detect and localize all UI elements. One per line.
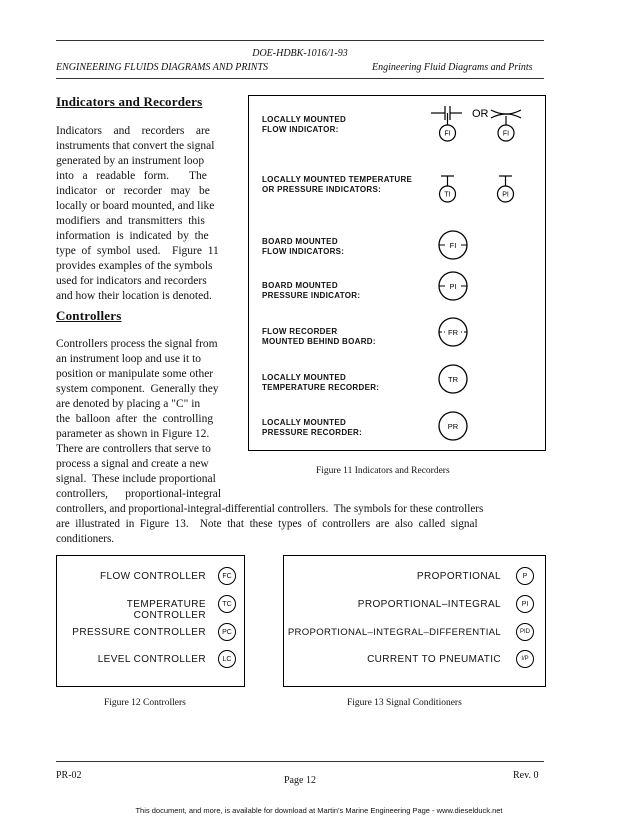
flow-controller-icon: FC: [218, 567, 236, 585]
para-line: parameter as shown in Figure 12.: [56, 428, 210, 440]
header-left-title: ENGINEERING FLUIDS DIAGRAMS AND PRINTS: [56, 62, 269, 73]
fig12-label-temperature: TEMPERATURE CONTROLLER: [126, 599, 206, 621]
para-line: Indicators and recorders are: [56, 125, 210, 137]
fig13-label-current-to-pneumatic: CURRENT TO PNEUMATIC: [367, 654, 501, 665]
pid-icon: PID: [516, 623, 534, 641]
bubble-text: FR: [448, 328, 458, 337]
temperature-controller-icon: TC: [218, 595, 236, 613]
label-line: LOCALLY MOUNTED TEMPERATURE: [262, 175, 413, 184]
para-line: system component. Generally they: [56, 383, 219, 395]
label-line: OR PRESSURE INDICATORS:: [262, 185, 382, 194]
label-line: BOARD MOUNTED: [262, 281, 338, 290]
figure11-caption: Figure 11 Indicators and Recorders: [316, 466, 450, 476]
para-line: an instrument loop and use it to: [56, 353, 202, 365]
para-line: used for indicators and recorders: [56, 275, 207, 287]
para-line: generated by an instrument loop: [56, 155, 205, 167]
para-line: and how their location is denoted.: [56, 290, 212, 302]
level-controller-icon: LC: [218, 650, 236, 668]
fig13-label-proportional-integral: PROPORTIONAL–INTEGRAL: [357, 599, 501, 610]
para-line: Controllers process the signal from: [56, 338, 218, 350]
label-line: PRESSURE INDICATOR:: [262, 291, 361, 300]
label-line: FLOW INDICATOR:: [262, 125, 339, 134]
para-line: the balloon after the controlling: [56, 413, 214, 425]
bubble-text: PI: [502, 191, 509, 199]
para-line: process a signal and create a new: [56, 458, 209, 470]
figure12-caption: Figure 12 Controllers: [104, 698, 186, 708]
para-line: information is indicated by the: [56, 230, 209, 242]
para-line: are denoted by placing a "C" in: [56, 398, 201, 410]
label-line: LOCALLY MOUNTED: [262, 373, 347, 382]
controllers-heading: Controllers: [56, 308, 122, 323]
temperature-indicator-symbol: [440, 176, 456, 202]
para-line: provides examples of the symbols: [56, 260, 213, 272]
proportional-integral-icon: PI: [516, 595, 534, 613]
pressure-indicator-symbol: [498, 176, 514, 202]
bubble-text: TR: [448, 375, 458, 384]
label-line: MOUNTED BEHIND BOARD:: [262, 337, 376, 346]
label-line: TEMPERATURE RECORDER:: [262, 383, 380, 392]
controllers-paragraph: [56, 337, 233, 502]
para-line: are illustrated in Figure 13. Note that these types of controllers are also called signal: [56, 518, 478, 530]
fig13-label-pid: PROPORTIONAL–INTEGRAL–DIFFERENTIAL: [287, 627, 501, 638]
para-line: type of symbol used. Figure 11: [56, 245, 219, 257]
para-line: modifiers and transmitters this: [56, 215, 205, 227]
flow-recorder-symbol: [439, 318, 467, 346]
bubble-text: PI: [449, 282, 457, 291]
proportional-icon: P: [516, 567, 534, 585]
figure11-symbols: [248, 95, 544, 449]
fig12-label-level: LEVEL CONTROLLER: [97, 654, 206, 665]
board-flow-indicator-symbol: [439, 231, 467, 259]
para-line: into a readable form. The: [56, 170, 207, 182]
label-line: LOCALLY MOUNTED: [262, 418, 347, 427]
controllers-paragraph-full: [56, 502, 544, 547]
fig13-label-proportional: PROPORTIONAL: [416, 571, 501, 582]
label-line: PRESSURE RECORDER:: [262, 428, 363, 437]
para-line: locally or board mounted, and like: [56, 200, 215, 212]
para-line: controllers, and proportional-integral-differential controllers. The symbols for these controllers: [56, 503, 484, 515]
board-pressure-indicator-symbol: [439, 272, 467, 300]
figure13-caption: Figure 13 Signal Conditioners: [347, 698, 462, 708]
para-line: position or manipulate some other: [56, 368, 214, 380]
para-line: There are controllers that serve to: [56, 443, 211, 455]
para-line: controllers, proportional-integral: [56, 488, 222, 500]
label-line: LOCALLY MOUNTED: [262, 115, 347, 124]
fig12-label-pressure: PRESSURE CONTROLLER: [72, 627, 206, 638]
header-bottom-rule: [56, 78, 544, 79]
para-line: signal. These include proportional: [56, 473, 216, 485]
label-line: FLOW INDICATORS:: [262, 247, 345, 256]
header-top-rule: [56, 40, 544, 41]
indicators-heading: Indicators and Recorders: [56, 94, 203, 109]
or-text: OR: [472, 108, 489, 120]
para-line: conditioners.: [56, 533, 115, 545]
indicators-paragraph: [56, 124, 233, 304]
current-to-pneumatic-icon: I/P: [516, 650, 534, 668]
footer-right: Rev. 0: [513, 770, 539, 781]
pressure-controller-icon: PC: [218, 623, 236, 641]
page-number: Page 12: [284, 775, 316, 786]
footer-rule: [56, 761, 544, 762]
pressure-recorder-symbol: [439, 412, 467, 440]
fig12-label-flow: FLOW CONTROLLER: [99, 571, 206, 582]
para-line: instruments that convert the signal: [56, 140, 215, 152]
label-line: FLOW RECORDER: [262, 327, 338, 336]
bubble-text: FI: [449, 241, 457, 250]
label-line: BOARD MOUNTED: [262, 237, 338, 246]
footer-left: PR-02: [56, 770, 82, 781]
doc-id: DOE-HDBK-1016/1-93: [252, 48, 348, 59]
bubble-text: FI: [502, 130, 510, 138]
bubble-text: PR: [447, 422, 459, 431]
temperature-recorder-symbol: [439, 365, 467, 393]
flow-indicator-symbol-b: [491, 110, 521, 141]
bubble-text: FI: [444, 130, 451, 138]
header-right-title: Engineering Fluid Diagrams and Prints: [372, 62, 533, 73]
para-line: indicator or recorder may be: [56, 185, 210, 197]
bubble-text: TI: [444, 191, 451, 199]
flow-indicator-symbol-a: [431, 106, 462, 141]
download-note: This document, and more, is available for download at Martin's Marine Engineering Page - www.dieselduck.net: [135, 806, 503, 815]
